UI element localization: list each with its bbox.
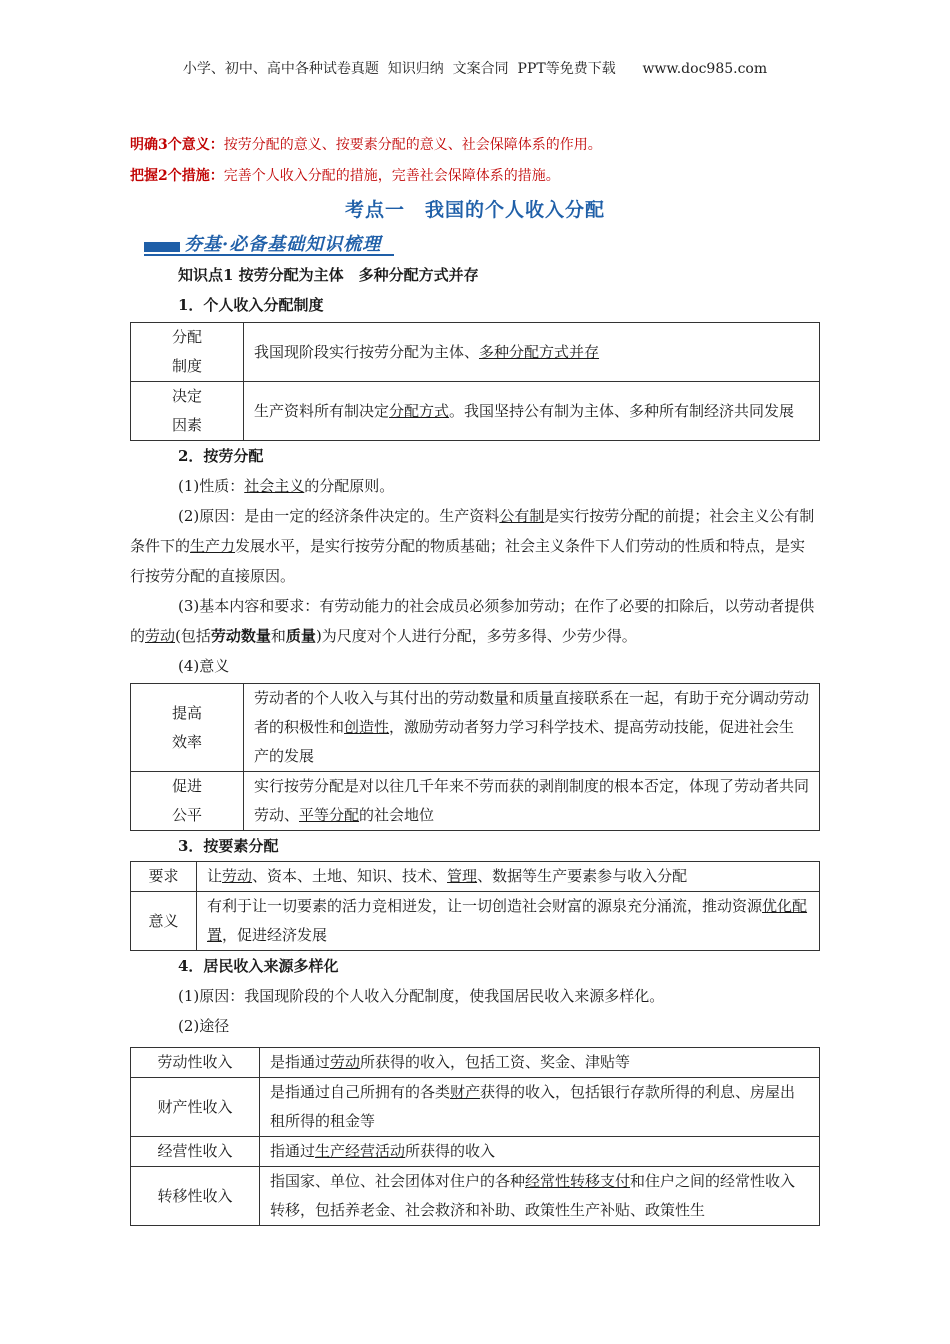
- row-key: 决定 因素: [131, 382, 244, 441]
- table-row: [131, 1167, 820, 1226]
- row-key: 劳动性收入: [131, 1048, 260, 1078]
- factor-distribution-table: [130, 861, 820, 951]
- subsection-1-title: 1．个人收入分配制度: [178, 296, 324, 314]
- row-value: 实行按劳分配是对以往几千年来不劳而获的剥削制度的根本否定，体现了劳动者共同劳动、平等分配的社会地位: [244, 772, 820, 831]
- paragraph-requirements: (3)基本内容和要求：有劳动能力的社会成员必须参加劳动；在作了必要的扣除后，以劳动者提供的劳动(包括劳动数量和质量)为尺度对个人进行分配，多劳多得、少劳少得。: [130, 597, 815, 645]
- subsection-3-title: 3．按要素分配: [178, 837, 279, 855]
- table-row: [131, 892, 820, 951]
- paragraph-income-reason: (1)原因：我国现阶段的个人收入分配制度，使我国居民收入来源多样化。: [178, 987, 665, 1005]
- row-key: 提高 效率: [131, 684, 244, 772]
- table-row: [131, 1078, 820, 1137]
- subsection-2-title: 2．按劳分配: [178, 447, 264, 465]
- row-value: 指通过生产经营活动所获得的收入: [260, 1137, 820, 1167]
- row-key: 转移性收入: [131, 1167, 260, 1226]
- row-key: 分配 制度: [131, 323, 244, 382]
- significance-table: [130, 683, 820, 831]
- paragraph-income-ways: (2)途径: [178, 1017, 230, 1035]
- row-key: 促进 公平: [131, 772, 244, 831]
- site-header: 小学、初中、高中各种试卷真题 知识归纳 文案合同 PPT等免费下载 www.doc985.com: [182, 61, 768, 77]
- distribution-system-table: [130, 322, 820, 441]
- row-value: 让劳动、资本、土地、知识、技术、管理、数据等生产要素参与收入分配: [197, 862, 820, 892]
- paragraph-nature: (1)性质：社会主义的分配原则。: [178, 477, 395, 495]
- banner-bar: [144, 242, 180, 252]
- row-key: 意义: [131, 892, 197, 951]
- paragraph-reason: (2)原因：是由一定的经济条件决定的。生产资料公有制是实行按劳分配的前提；社会主义公有制条件下的生产力发展水平，是实行按劳分配的物质基础；社会主义条件下人们劳动的性质和特点，是实行按劳分配的直接原因。: [130, 507, 815, 585]
- table-row: [131, 862, 820, 892]
- table-row: [131, 772, 820, 831]
- table-row: [131, 1048, 820, 1078]
- table-row: [131, 382, 820, 441]
- document-body: [130, 130, 820, 1226]
- section-title: 考点一 我国的个人收入分配: [344, 199, 605, 221]
- row-value: 是指通过劳动所获得的收入，包括工资、奖金、津贴等: [260, 1048, 820, 1078]
- table-row: [131, 684, 820, 772]
- knowledge-point-title: 知识点1 按劳分配为主体 多种分配方式并存: [178, 266, 479, 284]
- goal-line-2: 把握2个措施：完善个人收入分配的措施，完善社会保障体系的措施。: [130, 168, 560, 184]
- income-source-table: [130, 1047, 820, 1226]
- goal-line-1: 明确3个意义：按劳分配的意义、按要素分配的意义、社会保障体系的作用。: [130, 137, 602, 153]
- row-key: 财产性收入: [131, 1078, 260, 1137]
- section-banner: [144, 230, 820, 258]
- table-row: [131, 1137, 820, 1167]
- row-value: 是指通过自己所拥有的各类财产获得的收入，包括银行存款所得的利息、房屋出租所得的租金等: [260, 1078, 820, 1137]
- row-value: 指国家、单位、社会团体对住户的各种经常性转移支付和住户之间的经常性收入转移，包括养老金、社会救济和补助、政策性生产补贴、政策性生: [260, 1167, 820, 1226]
- row-value: 劳动者的个人收入与其付出的劳动数量和质量直接联系在一起，有助于充分调动劳动者的积极性和创造性，激励劳动者努力学习科学技术、提高劳动技能，促进社会生产的发展: [244, 684, 820, 772]
- table-row: [131, 323, 820, 382]
- banner-text: 夯基·必备基础知识梳理: [184, 234, 382, 255]
- row-value: 有利于让一切要素的活力竞相迸发，让一切创造社会财富的源泉充分涌流，推动资源优化配置，促进经济发展: [197, 892, 820, 951]
- row-key: 要求: [131, 862, 197, 892]
- row-key: 经营性收入: [131, 1137, 260, 1167]
- row-value: 我国现阶段实行按劳分配为主体、多种分配方式并存: [244, 323, 820, 382]
- row-value: 生产资料所有制决定分配方式。我国坚持公有制为主体、多种所有制经济共同发展: [244, 382, 820, 441]
- subsection-4-title: 4．居民收入来源多样化: [178, 957, 339, 975]
- paragraph-significance: (4)意义: [178, 657, 230, 675]
